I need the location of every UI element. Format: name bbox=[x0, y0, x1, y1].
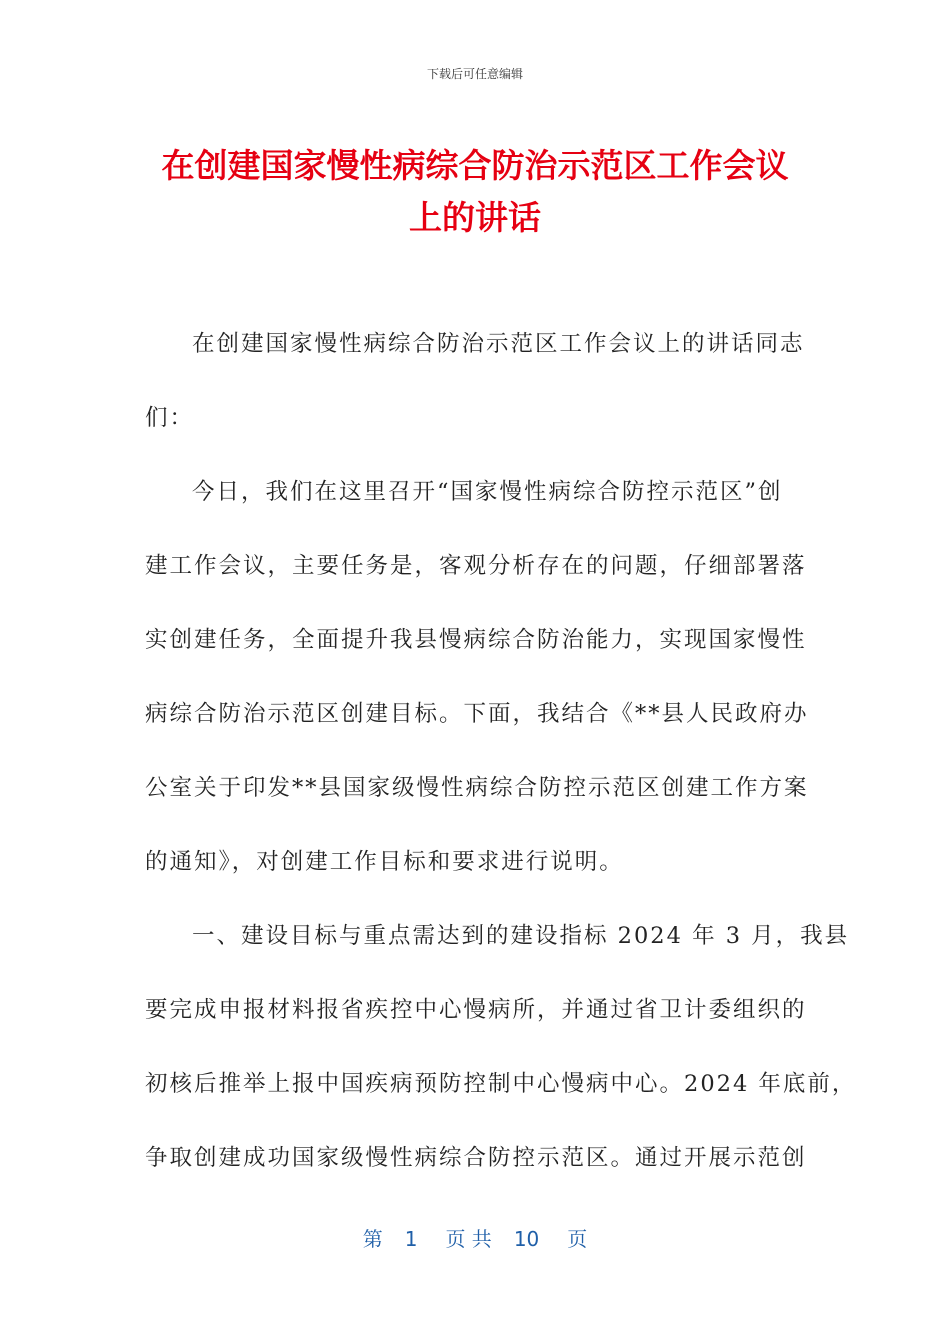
paragraph-greeting bbox=[145, 326, 805, 474]
text-line: 一、建设目标与重点需达到的建设指标 2024 年 3 月，我县 bbox=[192, 923, 850, 949]
text-line: 争取创建成功国家级慢性病综合防控示范区。通过开展示范创 bbox=[145, 1145, 807, 1171]
footer-page-suffix: 页 bbox=[567, 1227, 588, 1251]
paragraph-section-one bbox=[145, 918, 857, 1214]
text-line: 要完成申报材料报省疾控中心慢病所，并通过省卫计委组织的 bbox=[145, 997, 807, 1023]
text-line: 实创建任务，全面提升我县慢病综合防治能力，实现国家慢性 bbox=[145, 627, 807, 653]
footer-page-prefix: 第 bbox=[362, 1227, 383, 1251]
title-line-1: 在创建国家慢性病综合防治示范区工作会议 bbox=[161, 146, 789, 185]
text-line: 初核后推举上报中国疾病预防控制中心慢病中心。2024 年底前， bbox=[145, 1071, 857, 1097]
title-line-2: 上的讲话 bbox=[409, 198, 541, 237]
paragraph-intro bbox=[145, 474, 809, 918]
header-note: 下载后可任意编辑 bbox=[426, 67, 523, 81]
footer-page-current: 1 bbox=[404, 1227, 418, 1251]
page-footer bbox=[0, 1226, 950, 1252]
footer-page-total: 10 bbox=[513, 1227, 540, 1251]
text-line: 今日，我们在这里召开“国家慢性病综合防控示范区”创 bbox=[192, 479, 783, 505]
footer-page-middle: 页 共 bbox=[445, 1227, 492, 1251]
document-title bbox=[120, 140, 830, 244]
text-line: 在创建国家慢性病综合防治示范区工作会议上的讲话同志 bbox=[192, 331, 805, 357]
text-line: 病综合防治示范区创建目标。下面，我结合《**县人民政府办 bbox=[145, 701, 809, 727]
text-line: 公室关于印发**县国家级慢性病综合防控示范区创建工作方案 bbox=[145, 775, 809, 801]
text-line: 建工作会议，主要任务是，客观分析存在的问题，仔细部署落 bbox=[145, 553, 807, 579]
text-line: 们： bbox=[145, 405, 195, 431]
document-body bbox=[145, 326, 857, 1214]
text-line: 的通知》，对创建工作目标和要求进行说明。 bbox=[145, 849, 624, 875]
